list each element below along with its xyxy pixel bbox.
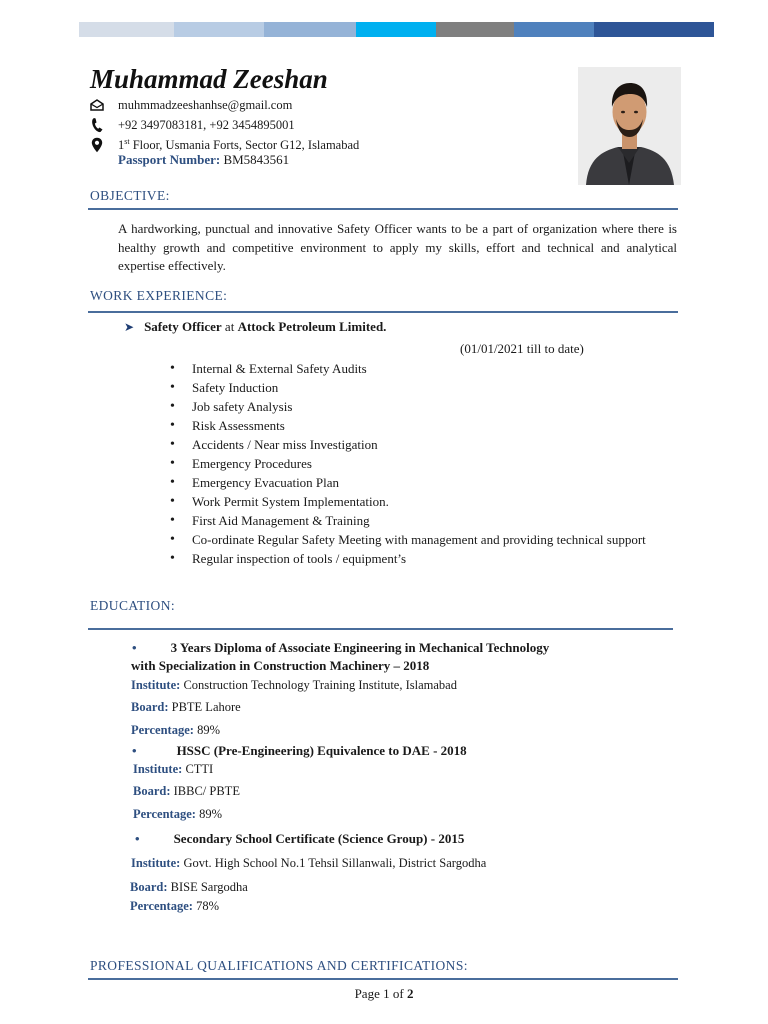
list-item: • Emergency Evacuation Plan	[168, 473, 688, 492]
job-company: Attock Petroleum Limited.	[237, 319, 387, 334]
page-current: 1	[383, 986, 390, 1001]
band-segment	[264, 22, 356, 37]
education-board: Board: PBTE Lahore	[131, 700, 241, 714]
education-institute: Institute: CTTI	[133, 762, 214, 776]
phone-text: +92 3497083181, +92 3454895001	[118, 117, 295, 132]
education-board: Board: IBBC/ PBTE	[133, 784, 240, 798]
header-color-band	[79, 22, 714, 37]
candidate-name: Muhammad Zeeshan	[90, 64, 328, 94]
address-text: 1st Floor, Usmania Forts, Sector G12, Islamabad	[118, 136, 360, 153]
arrow-bullet-icon: ➤	[124, 319, 135, 334]
page-footer: Page 1 of 2	[354, 986, 414, 1001]
email-text[interactable]: muhmmadzeeshanhse@gmail.com	[118, 97, 293, 112]
list-item: • Work Permit System Implementation.	[168, 492, 688, 511]
list-item: • Safety Induction	[168, 378, 688, 397]
education-divider	[88, 628, 673, 630]
list-item: • Regular inspection of tools / equipment’s	[168, 549, 688, 568]
band-segment	[79, 22, 174, 37]
email-line	[90, 96, 292, 114]
band-segment	[436, 22, 514, 37]
duties-list	[168, 359, 688, 568]
location-pin-icon	[90, 137, 104, 153]
education-title: • HSSC (Pre-Engineering) Equivalence to DAE - 2018	[132, 743, 467, 758]
envelope-icon	[90, 97, 104, 113]
band-segment	[514, 22, 594, 37]
list-item: • Job safety Analysis	[168, 397, 688, 416]
passport-label: Passport Number:	[118, 152, 224, 167]
list-item: • Accidents / Near miss Investigation	[168, 435, 688, 454]
education-board: Board: BISE Sargodha	[130, 880, 248, 894]
work-experience-divider	[88, 311, 678, 313]
professional-divider	[88, 978, 678, 980]
list-item: • Risk Assessments	[168, 416, 688, 435]
phone-line	[90, 116, 295, 134]
phone-icon	[90, 117, 104, 133]
bullet-icon: •	[132, 640, 137, 655]
band-segment	[594, 22, 714, 37]
list-item: • Co-ordinate Regular Safety Meeting with management and providing technical support	[168, 530, 688, 549]
list-item: • Emergency Procedures	[168, 454, 688, 473]
passport-line	[118, 152, 289, 168]
job-at: at	[221, 319, 238, 334]
job-dates: (01/01/2021 till to date)	[460, 341, 584, 356]
page-total: 2	[406, 986, 414, 1001]
education-heading: EDUCATION:	[90, 598, 175, 613]
education-title: • 3 Years Diploma of Associate Engineering in Mechanical Technology	[132, 640, 550, 655]
job-role: Safety Officer	[144, 319, 222, 334]
bullet-icon: •	[135, 831, 140, 846]
list-item: • First Aid Management & Training	[168, 511, 688, 530]
bullet-icon: •	[132, 743, 137, 758]
objective-heading: OBJECTIVE:	[90, 188, 170, 203]
work-experience-heading: WORK EXPERIENCE:	[90, 288, 228, 303]
education-title: • Secondary School Certificate (Science Group) - 2015	[135, 831, 465, 846]
passport-number: BM5843561	[223, 152, 290, 167]
education-institute: Institute: Construction Technology Training Institute, Islamabad	[131, 678, 457, 692]
professional-qualifications-heading: PROFESSIONAL QUALIFICATIONS AND CERTIFICATIONS:	[90, 958, 468, 973]
education-percentage: Percentage: 78%	[130, 899, 219, 913]
profile-photo	[578, 67, 681, 185]
job-title-line	[124, 319, 386, 335]
list-item: • Internal & External Safety Audits	[168, 359, 688, 378]
objective-text: A hardworking, punctual and innovative Safety Officer wants to be a part of organization where there is healthy growth and competitive environment to apply my skills, effort and technical and analytical expertise effectively.	[118, 221, 677, 273]
education-institute: Institute: Govt. High School No.1 Tehsil Sillanwali, District Sargodha	[131, 856, 487, 870]
education-percentage: Percentage: 89%	[133, 807, 222, 821]
education-title-cont: with Specialization in Construction Machinery – 2018	[131, 658, 430, 673]
education-percentage: Percentage: 89%	[131, 723, 220, 737]
band-segment	[174, 22, 264, 37]
band-segment	[356, 22, 436, 37]
objective-divider	[88, 208, 678, 210]
